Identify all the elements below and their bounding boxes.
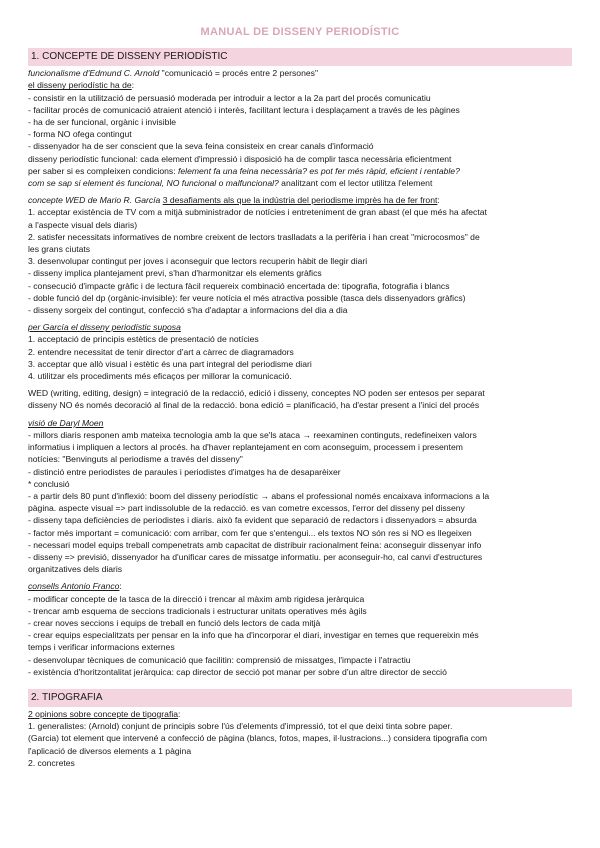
cond-text: per saber si es compleixen condicions: xyxy=(28,165,178,176)
list-item: - ha de ser funcional, orgànic i invisible xyxy=(28,117,177,128)
tipografia-subheading xyxy=(28,708,572,720)
list-item: - consistir en la utilització de persuasió moderada per introduir a lector a la 2a part del procés comunicatiu xyxy=(28,92,431,103)
wed-paragraph-line: disseny NO és només decoració al final de la redacció. bona edició = planificació, ha d'estar present a l'inici del procés xyxy=(28,400,480,411)
list-item: - disseny sorgeix del contingut, confecció s'ha d'adaptar a informacions del dia a dia xyxy=(28,305,348,316)
list-item: 4. utilitzar els procediments més eficaços per millorar la comunicació. xyxy=(28,371,292,382)
list-item: 3. desenvolupar contingut per joves i aconseguir que lectors recuperin hàbit de llegir diari xyxy=(28,256,368,267)
franco-label: consells Antonio Franco xyxy=(28,581,120,592)
list-item: - factor més important = comunicació: com arribar, com fer que s'entengui... els textos NO són res si NO es llegeixen xyxy=(28,527,472,538)
list-item: - distinció entre periodistes de paraules i periodistes d'imatges ha de desaparèixer xyxy=(28,466,341,477)
wed-paragraph-line: WED (writing, editing, design) = integració de la redacció, edició i disseny, conceptes NO poden ser entesos per separat xyxy=(28,388,485,399)
list-item: l'aplicació de diversos elements a 1 pàgina xyxy=(28,745,192,756)
funcionalisme-quote: "comunicació = procés entre 2 persones" xyxy=(159,68,318,79)
list-item: - forma NO ofega contingut xyxy=(28,129,132,140)
list-item: a l'aspecte visual dels diaris) xyxy=(28,219,138,230)
list-item: 3. acceptar que allò visual i estètic és una part integral del periodisme diari xyxy=(28,358,312,369)
list-item: 1. generalistes: (Arnold) conjunt de principis sobre l'ús d'elements d'impressió, tot el que deixi tinta sobre paper. xyxy=(28,721,453,732)
cond-answer: analitzant com el lector utilitza l'element xyxy=(278,178,433,189)
document-title: MANUAL DE DISSENY PERIODÍSTIC xyxy=(200,26,400,38)
section-2-heading: 2. TIPOGRAFIA xyxy=(28,689,572,707)
list-item: - doble funció del dp (orgànic-invisible): fer veure notícia el més atractiva possible (tasca dels dissenyadors gràfics) xyxy=(28,292,466,303)
section-1-heading: 1. CONCEPTE DE DISSENY PERIODÍSTIC xyxy=(28,48,572,66)
funcionalisme-label: funcionalisme d'Edmund C. Arnold xyxy=(28,68,160,79)
list-item: notícies: "Benvinguts al periodisme a través del disseny" xyxy=(28,454,243,465)
conditions-line xyxy=(28,165,572,177)
tipografia-sub: 2 opinions sobre concepte de tipografia xyxy=(28,708,179,719)
wed-heading xyxy=(28,194,572,206)
conditions-line-2 xyxy=(28,177,572,189)
list-item: - trencar amb esquema de seccions tradicionals i estructurar unitats operatives més àgils xyxy=(28,605,367,616)
list-item: - millors diaris responen amb mateixa tecnologia amb la que se'ls ataca → reexaminen continguts, redefineixen valors xyxy=(28,429,477,440)
list-item: - desenvolupar tècniques de comunicació que facilitin: comprensió de missatges, l'impacte i l'atractiu xyxy=(28,654,411,665)
list-item: 1. acceptar existència de TV com a mitjà subministrador de notícies i entreteniment de gran abast (el que més ha afectat xyxy=(28,207,487,218)
funcionalisme-sub-colon: : xyxy=(131,80,135,91)
list-item: informatius i impliquen a lectors al procés. ha d'haver replantejament en com aconseguim, processem i presentem xyxy=(28,442,463,453)
list-item: - crear equips especialitzats per pensar en la info que ha d'incorporar el diari, investigar en temes que requereixin més xyxy=(28,630,479,641)
list-item: - facilitar procés de comunicació atraient atenció i interès, facilitant lectura i desplaçament a través de les pàgines xyxy=(28,104,460,115)
list-item: - disseny tapa deficiències de periodistes i diaris. això fa evident que separació de redactors i dissenyadors = absurda xyxy=(28,515,477,526)
list-item: les grans ciutats xyxy=(28,244,91,255)
list-item: * conclusió xyxy=(28,478,70,489)
list-item: (Garcia) tot element que intervené a confecció de pàgina (blancs, fotos, mapes, il·lustracions...) considera tipografia com xyxy=(28,733,488,744)
list-item: - a partir dels 80 punt d'inflexió: boom del disseny periodístic → abans el professional només encaixava informacions a la xyxy=(28,490,490,501)
list-item: - necessari model equips treball compenetrats amb capacitat de distribuir racionalment feina: aconseguir dissenyar info xyxy=(28,539,482,550)
list-item: - modificar concepte de la tasca de la direcció i trencar al màxim amb rigidesa jeràrquica xyxy=(28,593,365,604)
list-item: - crear noves seccions i equips de treball en funció dels lectors de cada mitjà xyxy=(28,617,321,628)
list-item: organitzatives dels diaris xyxy=(28,564,123,575)
franco-heading xyxy=(28,580,572,592)
funcionalisme-sub: el disseny periodístic ha de xyxy=(28,80,132,91)
moen-heading: visió de Daryl Moen xyxy=(28,417,104,428)
franco-colon: : xyxy=(119,581,122,592)
list-item: 2. concretes xyxy=(28,757,75,768)
wed-sub-colon: : xyxy=(437,195,440,206)
cond-question-2: com se sap si element és funcional, NO funcional o malfuncional? xyxy=(28,178,279,189)
tipografia-sub-colon: : xyxy=(178,708,181,719)
list-item: 1. acceptació de principis estètics de presentació de notícies xyxy=(28,334,259,345)
funcionalisme-heading xyxy=(28,67,572,79)
list-item: temps i verificar informacions externes xyxy=(28,642,175,653)
list-item: disseny periodístic funcional: cada element d'impressió i disposició ha de complir tasca necessària eficientment xyxy=(28,153,452,164)
list-item: pàgina. aspecte visual => part indissoluble de la redacció. es van cometre excessos, l'error del disseny pel disseny xyxy=(28,503,465,514)
list-item: - dissenyador ha de ser conscient que la seva feina consisteix en crear canals d'informació xyxy=(28,141,374,152)
list-item: 2. entendre necessitat de tenir director d'art a càrrec de diagramadors xyxy=(28,346,294,357)
list-item: - disseny implica plantejament previ, s'han d'harmonitzar els elements gràfics xyxy=(28,268,322,279)
list-item: 2. satisfer necessitats informatives de nombre creixent de lectors traslladats a la perifèria i han creat "microcosmos" de xyxy=(28,231,480,242)
wed-sub: 3 desafiaments als que la indústria del periodisme imprès ha de fer front xyxy=(162,195,438,206)
list-item: - existència d'horitzontalitat jeràrquica: cap director de secció pot manar per sobre d'un altre director de secció xyxy=(28,666,447,677)
list-item: - disseny => previsió, dissenyador ha d'unificar cares de missatge informatiu. per aconseguir-ho, cal canvi d'estructures xyxy=(28,551,483,562)
cond-question: felement fa una feina necessària? es pot fer més ràpid, eficient i rentable? xyxy=(178,165,460,176)
garcia-heading: per García el disseny periodístic suposa xyxy=(28,322,181,333)
wed-label: concepte WED de Mario R. García xyxy=(28,195,161,206)
funcionalisme-subheading xyxy=(28,79,572,91)
list-item: - consecució d'impacte gràfic i de lectura fàcil requereix combinació encertada de: tipografia, fotografia i blancs xyxy=(28,280,450,291)
